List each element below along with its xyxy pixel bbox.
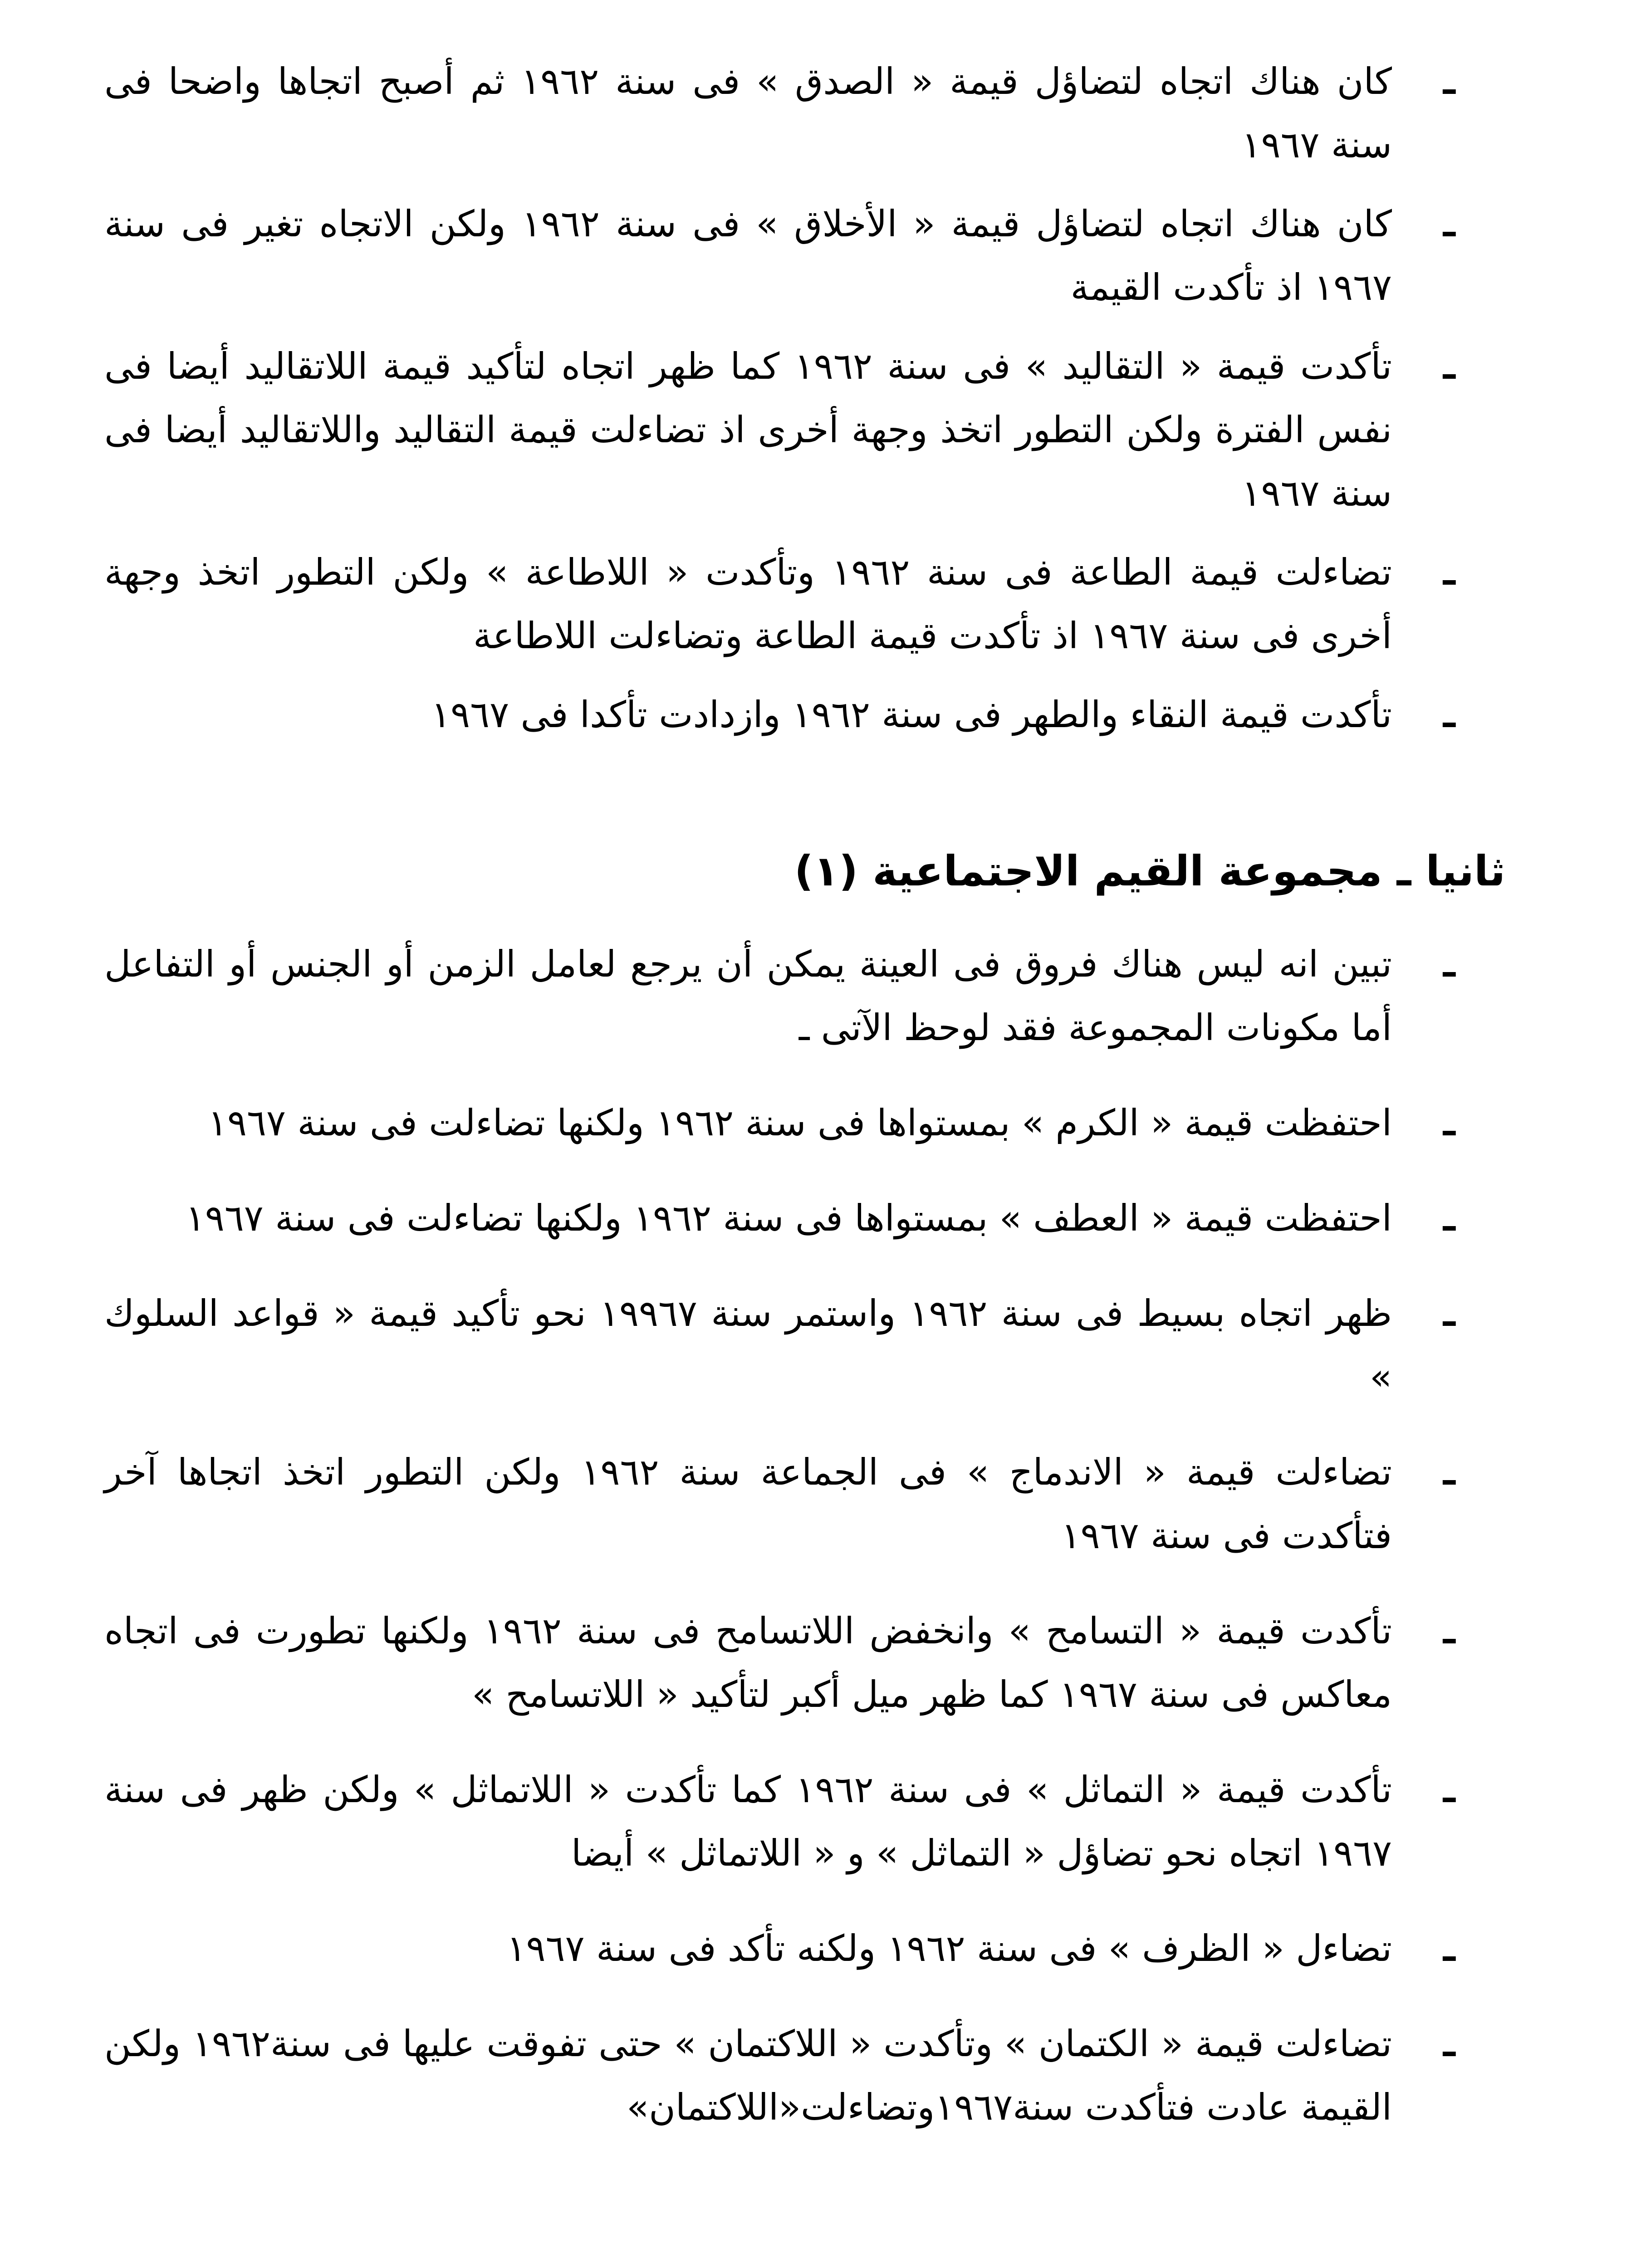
list-item bbox=[104, 1282, 1455, 1409]
list-item-text: تأكدت قيمة « التقاليد » فى سنة ١٩٦٢ كما ظهر اتجاه لتأكيد قيمة اللاتقاليد أيضا فى نفس الفترة ولكن التطور اتخذ وجهة أخرى اذ تضاءلت قيمة التقاليد واللاتقاليد أيضا فى سنة ١٩٦٧ bbox=[104, 345, 1392, 514]
page-content bbox=[104, 50, 1505, 2139]
list-item-text: تأكدت قيمة « التسامح » وانخفض اللاتسامح فى سنة ١٩٦٢ ولكنها تطورت فى اتجاه معاكس فى سنة ١٩٦٧ كما ظهر ميل أكبر لتأكيد « اللاتسامح » bbox=[104, 1610, 1392, 1716]
bullet-dash: ـ bbox=[1443, 694, 1455, 736]
bullet-dash: ـ bbox=[1443, 1610, 1455, 1652]
list-item-text: تأكدت قيمة النقاء والطهر فى سنة ١٩٦٢ وازدادت تأكدا فى ١٩٦٧ bbox=[431, 694, 1392, 736]
list-item-text: ظهر اتجاه بسيط فى سنة ١٩٦٢ واستمر سنة ١٩٩٦٧ نحو تأكيد قيمة « قواعد السلوك » bbox=[104, 1292, 1392, 1398]
bullet-dash: ـ bbox=[1443, 1769, 1455, 1811]
list-item-text: تضاءلت قيمة الطاعة فى سنة ١٩٦٢ وتأكدت « اللاطاعة » ولكن التطور اتخذ وجهة أخرى فى سنة ١٩٦٧ اذ تأكدت قيمة الطاعة وتضاءلت اللاطاعة bbox=[104, 551, 1392, 657]
bullet-dash: ـ bbox=[1443, 551, 1455, 593]
bullet-dash: ـ bbox=[1443, 60, 1455, 103]
list-item bbox=[104, 683, 1455, 747]
list-item-text: كان هناك اتجاه لتضاؤل قيمة « الأخلاق » فى سنة ١٩٦٢ ولكن الاتجاه تغير فى سنة ١٩٦٧ اذ تأكدت القيمة bbox=[104, 203, 1392, 308]
list-item bbox=[104, 192, 1455, 319]
list-item-text: تبين انه ليس هناك فروق فى العينة يمكن أن يرجع لعامل الزمن أو الجنس أو التفاعل أما مكونات المجموعة فقد لوحظ الآتى ـ bbox=[104, 943, 1392, 1049]
bullet-dash: ـ bbox=[1443, 203, 1455, 245]
bullet-dash: ـ bbox=[1443, 345, 1455, 387]
list-item bbox=[104, 1441, 1455, 1568]
list-item-text: تضاءلت قيمة « الاندماج » فى الجماعة سنة ١٩٦٢ ولكن التطور اتخذ اتجاها آخر فتأكدت فى سنة ١٩٦٧ bbox=[104, 1451, 1392, 1557]
bullet-dash: ـ bbox=[1443, 1292, 1455, 1334]
bullet-dash: ـ bbox=[1443, 943, 1455, 985]
list-item-text: تضاءلت قيمة « الكتمان » وتأكدت « اللاكتمان » حتى تفوقت عليها فى سنة١٩٦٢ ولكن القيمة عادت فتأكدت سنة١٩٦٧وتضاءلت«اللاكتمان» bbox=[104, 2023, 1392, 2128]
list-item bbox=[104, 541, 1455, 668]
bullet-dash: ـ bbox=[1443, 1102, 1455, 1144]
bullet-dash: ـ bbox=[1443, 2023, 1455, 2065]
bullet-dash: ـ bbox=[1443, 1927, 1455, 1970]
values-group-social bbox=[104, 933, 1455, 2139]
bullet-dash: ـ bbox=[1443, 1451, 1455, 1493]
list-item bbox=[104, 1187, 1455, 1250]
list-item bbox=[104, 50, 1455, 177]
values-group-personal bbox=[104, 50, 1455, 747]
list-item-text: تأكدت قيمة « التماثل » فى سنة ١٩٦٢ كما تأكدت « اللاتماثل » ولكن ظهر فى سنة ١٩٦٧ اتجاه نحو تضاؤل « التماثل » و « اللاتماثل » أيضا bbox=[104, 1769, 1392, 1874]
list-item bbox=[104, 1091, 1455, 1155]
list-item bbox=[104, 1917, 1455, 1980]
bullet-dash: ـ bbox=[1443, 1197, 1455, 1239]
list-item bbox=[104, 2012, 1455, 2139]
section-heading: ثانيا ـ مجموعة القيم الاجتماعية (١) bbox=[794, 847, 1505, 895]
list-item bbox=[104, 335, 1455, 525]
list-item bbox=[104, 933, 1455, 1060]
list-item-text: احتفظت قيمة « الكرم » بمستواها فى سنة ١٩٦٢ ولكنها تضاءلت فى سنة ١٩٦٧ bbox=[208, 1102, 1392, 1144]
list-item-text: احتفظت قيمة « العطف » بمستواها فى سنة ١٩٦٢ ولكنها تضاءلت فى سنة ١٩٦٧ bbox=[185, 1197, 1392, 1239]
list-item-text: تضاءل « الظرف » فى سنة ١٩٦٢ ولكنه تأكد فى سنة ١٩٦٧ bbox=[506, 1927, 1392, 1970]
list-item bbox=[104, 1599, 1455, 1726]
list-item bbox=[104, 1758, 1455, 1885]
list-item-text: كان هناك اتجاه لتضاؤل قيمة « الصدق » فى سنة ١٩٦٢ ثم أصبح اتجاها واضحا فى سنة ١٩٦٧ bbox=[104, 60, 1392, 166]
